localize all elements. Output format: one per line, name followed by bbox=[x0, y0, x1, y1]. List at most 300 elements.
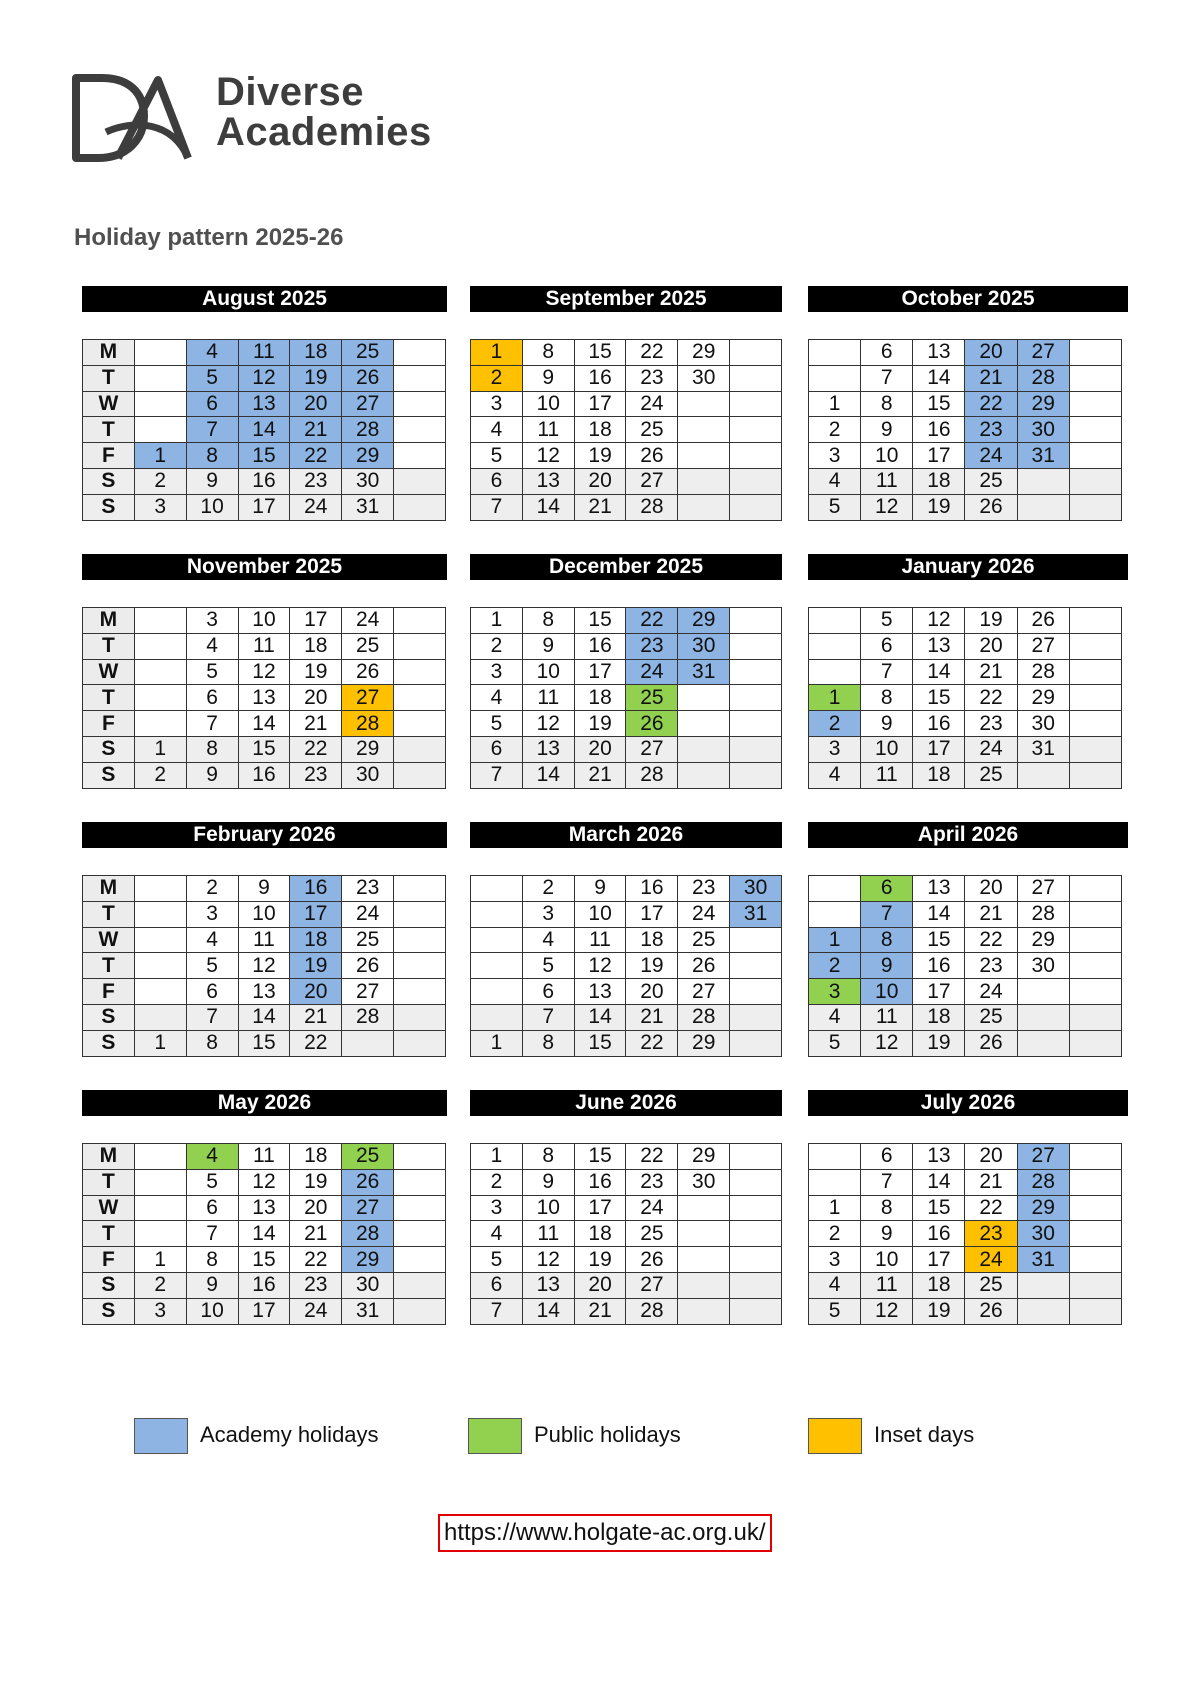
day-cell: 1 bbox=[809, 391, 861, 417]
day-cell: 10 bbox=[186, 1298, 238, 1324]
day-cell: 16 bbox=[913, 417, 965, 443]
empty-cell bbox=[134, 417, 186, 443]
day-cell: 28 bbox=[626, 494, 678, 520]
day-cell: 22 bbox=[626, 608, 678, 634]
day-cell: 13 bbox=[238, 979, 290, 1005]
day-cell: 30 bbox=[1017, 417, 1069, 443]
empty-cell bbox=[394, 736, 446, 762]
day-letter: W bbox=[83, 659, 135, 685]
day-cell: 11 bbox=[238, 340, 290, 366]
day-cell: 28 bbox=[1017, 1169, 1069, 1195]
empty-cell bbox=[134, 901, 186, 927]
day-cell: 25 bbox=[342, 1144, 394, 1170]
day-cell: 18 bbox=[574, 1221, 626, 1247]
day-cell: 15 bbox=[913, 1195, 965, 1221]
day-cell: 13 bbox=[522, 468, 574, 494]
empty-cell bbox=[730, 1144, 782, 1170]
day-cell: 7 bbox=[522, 1004, 574, 1030]
day-cell: 26 bbox=[626, 443, 678, 469]
day-letter: S bbox=[83, 762, 135, 788]
month-table-september-2025 bbox=[470, 339, 782, 521]
week-row bbox=[83, 1144, 446, 1170]
week-row bbox=[809, 1272, 1122, 1298]
day-cell: 7 bbox=[861, 365, 913, 391]
day-cell: 11 bbox=[861, 1272, 913, 1298]
week-row bbox=[83, 1221, 446, 1247]
empty-cell bbox=[809, 876, 861, 902]
day-cell: 4 bbox=[809, 1272, 861, 1298]
day-cell: 17 bbox=[913, 443, 965, 469]
day-cell: 20 bbox=[626, 979, 678, 1005]
day-cell: 22 bbox=[290, 1247, 342, 1273]
empty-cell bbox=[730, 365, 782, 391]
day-cell: 4 bbox=[186, 340, 238, 366]
week-row bbox=[83, 1030, 446, 1056]
day-cell: 23 bbox=[965, 953, 1017, 979]
day-cell: 17 bbox=[913, 1247, 965, 1273]
day-cell: 30 bbox=[678, 365, 730, 391]
empty-cell bbox=[1069, 711, 1121, 737]
day-cell: 21 bbox=[965, 659, 1017, 685]
month-table-july-2026 bbox=[808, 1143, 1122, 1325]
day-cell: 14 bbox=[238, 711, 290, 737]
empty-cell bbox=[730, 340, 782, 366]
day-cell: 3 bbox=[809, 736, 861, 762]
day-cell: 8 bbox=[522, 1030, 574, 1056]
day-cell: 17 bbox=[574, 659, 626, 685]
empty-cell bbox=[394, 417, 446, 443]
week-row bbox=[83, 979, 446, 1005]
day-cell: 9 bbox=[186, 468, 238, 494]
legend-label-public: Public holidays bbox=[534, 1422, 681, 1447]
day-cell: 1 bbox=[134, 1030, 186, 1056]
empty-cell bbox=[134, 979, 186, 1005]
empty-cell bbox=[730, 1004, 782, 1030]
week-row bbox=[809, 685, 1122, 711]
day-cell: 20 bbox=[965, 340, 1017, 366]
day-letter: S bbox=[83, 468, 135, 494]
day-cell: 17 bbox=[913, 736, 965, 762]
day-cell: 25 bbox=[678, 927, 730, 953]
day-cell: 10 bbox=[861, 1247, 913, 1273]
month-table-june-2026 bbox=[470, 1143, 782, 1325]
day-cell: 13 bbox=[913, 340, 965, 366]
week-row bbox=[471, 762, 782, 788]
day-cell: 21 bbox=[574, 1298, 626, 1324]
month-table-april-2026 bbox=[808, 875, 1122, 1057]
day-cell: 12 bbox=[238, 953, 290, 979]
day-cell: 12 bbox=[861, 1298, 913, 1324]
empty-cell bbox=[394, 876, 446, 902]
week-row bbox=[809, 494, 1122, 520]
day-cell: 9 bbox=[861, 1221, 913, 1247]
empty-cell bbox=[730, 1272, 782, 1298]
empty-cell bbox=[678, 468, 730, 494]
week-row bbox=[471, 443, 782, 469]
month-header-february-2026: February 2026 bbox=[82, 822, 447, 848]
legend-label-academy: Academy holidays bbox=[200, 1422, 379, 1447]
day-cell: 23 bbox=[290, 1272, 342, 1298]
empty-cell bbox=[1017, 494, 1069, 520]
empty-cell bbox=[1017, 1030, 1069, 1056]
day-cell: 6 bbox=[522, 979, 574, 1005]
day-cell: 29 bbox=[342, 443, 394, 469]
day-cell: 19 bbox=[913, 494, 965, 520]
empty-cell bbox=[730, 1195, 782, 1221]
week-row bbox=[83, 468, 446, 494]
day-cell: 15 bbox=[574, 1144, 626, 1170]
day-cell: 6 bbox=[471, 468, 523, 494]
day-cell: 12 bbox=[522, 443, 574, 469]
day-cell: 11 bbox=[238, 927, 290, 953]
empty-cell bbox=[730, 1169, 782, 1195]
day-cell: 1 bbox=[134, 443, 186, 469]
day-cell: 6 bbox=[471, 1272, 523, 1298]
month-header-march-2026: March 2026 bbox=[470, 822, 782, 848]
empty-cell bbox=[730, 927, 782, 953]
empty-cell bbox=[730, 391, 782, 417]
empty-cell bbox=[1069, 659, 1121, 685]
empty-cell bbox=[394, 1298, 446, 1324]
empty-cell bbox=[134, 391, 186, 417]
empty-cell bbox=[1069, 876, 1121, 902]
day-cell: 3 bbox=[809, 1247, 861, 1273]
day-cell: 15 bbox=[913, 391, 965, 417]
week-row bbox=[809, 417, 1122, 443]
day-letter: M bbox=[83, 340, 135, 366]
empty-cell bbox=[394, 1221, 446, 1247]
day-cell: 5 bbox=[471, 1247, 523, 1273]
empty-cell bbox=[1069, 685, 1121, 711]
day-cell: 4 bbox=[522, 927, 574, 953]
day-cell: 11 bbox=[522, 1221, 574, 1247]
empty-cell bbox=[394, 711, 446, 737]
empty-cell bbox=[1069, 1144, 1121, 1170]
empty-cell bbox=[1069, 365, 1121, 391]
empty-cell bbox=[678, 711, 730, 737]
empty-cell bbox=[730, 494, 782, 520]
day-cell: 28 bbox=[1017, 659, 1069, 685]
day-cell: 17 bbox=[574, 391, 626, 417]
day-cell: 19 bbox=[574, 443, 626, 469]
week-row bbox=[471, 876, 782, 902]
day-cell: 18 bbox=[290, 927, 342, 953]
week-row bbox=[471, 979, 782, 1005]
empty-cell bbox=[394, 494, 446, 520]
legend-swatch-public bbox=[468, 1418, 522, 1454]
week-row bbox=[83, 443, 446, 469]
week-row bbox=[471, 1004, 782, 1030]
empty-cell bbox=[678, 1195, 730, 1221]
week-row bbox=[471, 736, 782, 762]
day-cell: 1 bbox=[809, 685, 861, 711]
empty-cell bbox=[1069, 443, 1121, 469]
week-row bbox=[83, 1298, 446, 1324]
empty-cell bbox=[1069, 608, 1121, 634]
day-cell: 23 bbox=[342, 876, 394, 902]
day-cell: 4 bbox=[471, 685, 523, 711]
week-row bbox=[83, 365, 446, 391]
day-cell: 22 bbox=[290, 1030, 342, 1056]
day-cell: 14 bbox=[522, 494, 574, 520]
month-header-october-2025: October 2025 bbox=[808, 286, 1128, 312]
empty-cell bbox=[730, 1247, 782, 1273]
empty-cell bbox=[134, 608, 186, 634]
day-cell: 9 bbox=[522, 1169, 574, 1195]
week-row bbox=[471, 927, 782, 953]
day-cell: 9 bbox=[861, 953, 913, 979]
day-cell: 6 bbox=[861, 340, 913, 366]
day-cell: 26 bbox=[626, 1247, 678, 1273]
day-cell: 17 bbox=[574, 1195, 626, 1221]
day-cell: 31 bbox=[1017, 1247, 1069, 1273]
day-cell: 20 bbox=[290, 1195, 342, 1221]
day-cell: 24 bbox=[965, 443, 1017, 469]
day-cell: 12 bbox=[574, 953, 626, 979]
empty-cell bbox=[134, 633, 186, 659]
week-row bbox=[809, 391, 1122, 417]
week-row bbox=[471, 1247, 782, 1273]
day-cell: 19 bbox=[626, 953, 678, 979]
day-cell: 20 bbox=[965, 876, 1017, 902]
day-cell: 2 bbox=[471, 633, 523, 659]
day-cell: 5 bbox=[809, 494, 861, 520]
day-cell: 23 bbox=[626, 1169, 678, 1195]
month-table-august-2025 bbox=[82, 339, 446, 521]
day-letter: T bbox=[83, 417, 135, 443]
empty-cell bbox=[342, 1030, 394, 1056]
day-cell: 26 bbox=[342, 659, 394, 685]
day-cell: 30 bbox=[1017, 1221, 1069, 1247]
empty-cell bbox=[730, 711, 782, 737]
day-cell: 3 bbox=[809, 443, 861, 469]
logo bbox=[72, 72, 452, 172]
day-cell: 13 bbox=[913, 876, 965, 902]
week-row bbox=[471, 391, 782, 417]
logo-line-2: Academies bbox=[216, 110, 432, 154]
day-cell: 3 bbox=[186, 901, 238, 927]
day-cell: 15 bbox=[238, 736, 290, 762]
week-row bbox=[809, 1195, 1122, 1221]
day-cell: 9 bbox=[861, 417, 913, 443]
week-row bbox=[809, 1298, 1122, 1324]
empty-cell bbox=[394, 1247, 446, 1273]
day-cell: 11 bbox=[861, 468, 913, 494]
week-row bbox=[83, 608, 446, 634]
day-cell: 1 bbox=[809, 1195, 861, 1221]
day-cell: 14 bbox=[574, 1004, 626, 1030]
day-cell: 30 bbox=[342, 762, 394, 788]
empty-cell bbox=[730, 953, 782, 979]
day-letter: S bbox=[83, 1030, 135, 1056]
week-row bbox=[83, 340, 446, 366]
day-cell: 25 bbox=[965, 1004, 1017, 1030]
week-row bbox=[809, 340, 1122, 366]
empty-cell bbox=[471, 927, 523, 953]
day-cell: 6 bbox=[861, 876, 913, 902]
empty-cell bbox=[809, 365, 861, 391]
day-cell: 27 bbox=[342, 391, 394, 417]
day-cell: 20 bbox=[290, 979, 342, 1005]
day-cell: 8 bbox=[861, 1195, 913, 1221]
day-cell: 13 bbox=[522, 736, 574, 762]
day-cell: 27 bbox=[1017, 340, 1069, 366]
empty-cell bbox=[394, 391, 446, 417]
day-cell: 2 bbox=[809, 711, 861, 737]
day-cell: 31 bbox=[730, 901, 782, 927]
empty-cell bbox=[394, 608, 446, 634]
month-header-november-2025: November 2025 bbox=[82, 554, 447, 580]
empty-cell bbox=[471, 1004, 523, 1030]
day-cell: 7 bbox=[861, 659, 913, 685]
day-cell: 6 bbox=[186, 1195, 238, 1221]
week-row bbox=[809, 711, 1122, 737]
day-letter: F bbox=[83, 979, 135, 1005]
week-row bbox=[809, 927, 1122, 953]
day-cell: 1 bbox=[471, 1030, 523, 1056]
empty-cell bbox=[678, 1247, 730, 1273]
empty-cell bbox=[394, 468, 446, 494]
empty-cell bbox=[134, 1004, 186, 1030]
day-cell: 21 bbox=[290, 1004, 342, 1030]
day-letter: S bbox=[83, 1004, 135, 1030]
day-cell: 2 bbox=[134, 762, 186, 788]
week-row bbox=[83, 876, 446, 902]
empty-cell bbox=[1017, 1004, 1069, 1030]
week-row bbox=[809, 762, 1122, 788]
day-cell: 26 bbox=[965, 1030, 1017, 1056]
empty-cell bbox=[1017, 468, 1069, 494]
empty-cell bbox=[730, 443, 782, 469]
empty-cell bbox=[1017, 762, 1069, 788]
day-cell: 25 bbox=[342, 340, 394, 366]
week-row bbox=[83, 1247, 446, 1273]
day-cell: 19 bbox=[913, 1030, 965, 1056]
day-cell: 16 bbox=[913, 1221, 965, 1247]
day-cell: 5 bbox=[522, 953, 574, 979]
day-cell: 14 bbox=[238, 1004, 290, 1030]
empty-cell bbox=[1069, 391, 1121, 417]
empty-cell bbox=[471, 876, 523, 902]
day-cell: 25 bbox=[965, 468, 1017, 494]
day-cell: 7 bbox=[186, 1004, 238, 1030]
empty-cell bbox=[394, 1144, 446, 1170]
day-cell: 28 bbox=[626, 1298, 678, 1324]
day-cell: 24 bbox=[626, 391, 678, 417]
month-table-january-2026 bbox=[808, 607, 1122, 789]
day-cell: 8 bbox=[186, 1247, 238, 1273]
day-cell: 23 bbox=[626, 365, 678, 391]
day-cell: 29 bbox=[1017, 1195, 1069, 1221]
day-cell: 13 bbox=[238, 391, 290, 417]
website-link[interactable]: https://www.holgate-ac.org.uk/ bbox=[438, 1514, 772, 1552]
day-cell: 17 bbox=[290, 608, 342, 634]
day-cell: 21 bbox=[574, 762, 626, 788]
day-cell: 17 bbox=[290, 901, 342, 927]
day-cell: 22 bbox=[626, 340, 678, 366]
empty-cell bbox=[809, 633, 861, 659]
day-cell: 23 bbox=[965, 417, 1017, 443]
empty-cell bbox=[471, 953, 523, 979]
day-cell: 21 bbox=[290, 1221, 342, 1247]
empty-cell bbox=[809, 901, 861, 927]
empty-cell bbox=[678, 443, 730, 469]
day-cell: 21 bbox=[965, 1169, 1017, 1195]
day-cell: 31 bbox=[1017, 443, 1069, 469]
day-cell: 6 bbox=[861, 633, 913, 659]
day-cell: 15 bbox=[913, 927, 965, 953]
week-row bbox=[471, 659, 782, 685]
day-cell: 28 bbox=[342, 1221, 394, 1247]
day-letter: M bbox=[83, 1144, 135, 1170]
day-cell: 23 bbox=[965, 1221, 1017, 1247]
empty-cell bbox=[1069, 1030, 1121, 1056]
day-cell: 16 bbox=[238, 762, 290, 788]
week-row bbox=[471, 633, 782, 659]
empty-cell bbox=[394, 979, 446, 1005]
week-row bbox=[471, 1298, 782, 1324]
day-letter: M bbox=[83, 876, 135, 902]
day-cell: 15 bbox=[574, 340, 626, 366]
month-header-may-2026: May 2026 bbox=[82, 1090, 447, 1116]
day-cell: 22 bbox=[965, 1195, 1017, 1221]
day-cell: 30 bbox=[730, 876, 782, 902]
day-cell: 14 bbox=[913, 365, 965, 391]
empty-cell bbox=[1069, 1169, 1121, 1195]
day-cell: 1 bbox=[471, 340, 523, 366]
day-cell: 12 bbox=[238, 1169, 290, 1195]
empty-cell bbox=[394, 927, 446, 953]
empty-cell bbox=[809, 1169, 861, 1195]
day-cell: 19 bbox=[290, 365, 342, 391]
day-cell: 10 bbox=[861, 443, 913, 469]
day-letter: S bbox=[83, 1298, 135, 1324]
day-cell: 15 bbox=[238, 443, 290, 469]
day-cell: 31 bbox=[342, 1298, 394, 1324]
day-cell: 21 bbox=[626, 1004, 678, 1030]
week-row bbox=[471, 1195, 782, 1221]
week-row bbox=[83, 901, 446, 927]
empty-cell bbox=[134, 1169, 186, 1195]
empty-cell bbox=[730, 659, 782, 685]
week-row bbox=[83, 391, 446, 417]
week-row bbox=[809, 1030, 1122, 1056]
day-cell: 2 bbox=[471, 365, 523, 391]
day-cell: 28 bbox=[342, 711, 394, 737]
day-cell: 10 bbox=[522, 659, 574, 685]
day-cell: 13 bbox=[574, 979, 626, 1005]
day-cell: 12 bbox=[861, 494, 913, 520]
logo-line-1: Diverse bbox=[216, 70, 365, 114]
week-row bbox=[83, 927, 446, 953]
day-cell: 1 bbox=[471, 608, 523, 634]
day-cell: 24 bbox=[965, 1247, 1017, 1273]
day-cell: 17 bbox=[626, 901, 678, 927]
day-cell: 12 bbox=[913, 608, 965, 634]
empty-cell bbox=[134, 953, 186, 979]
week-row bbox=[83, 633, 446, 659]
diverse-academies-logo-icon bbox=[72, 72, 196, 172]
empty-cell bbox=[394, 659, 446, 685]
day-cell: 16 bbox=[574, 633, 626, 659]
day-cell: 26 bbox=[965, 1298, 1017, 1324]
day-letter: W bbox=[83, 391, 135, 417]
day-cell: 26 bbox=[626, 711, 678, 737]
day-cell: 19 bbox=[965, 608, 1017, 634]
day-cell: 27 bbox=[342, 685, 394, 711]
day-cell: 5 bbox=[471, 711, 523, 737]
day-cell: 16 bbox=[238, 1272, 290, 1298]
